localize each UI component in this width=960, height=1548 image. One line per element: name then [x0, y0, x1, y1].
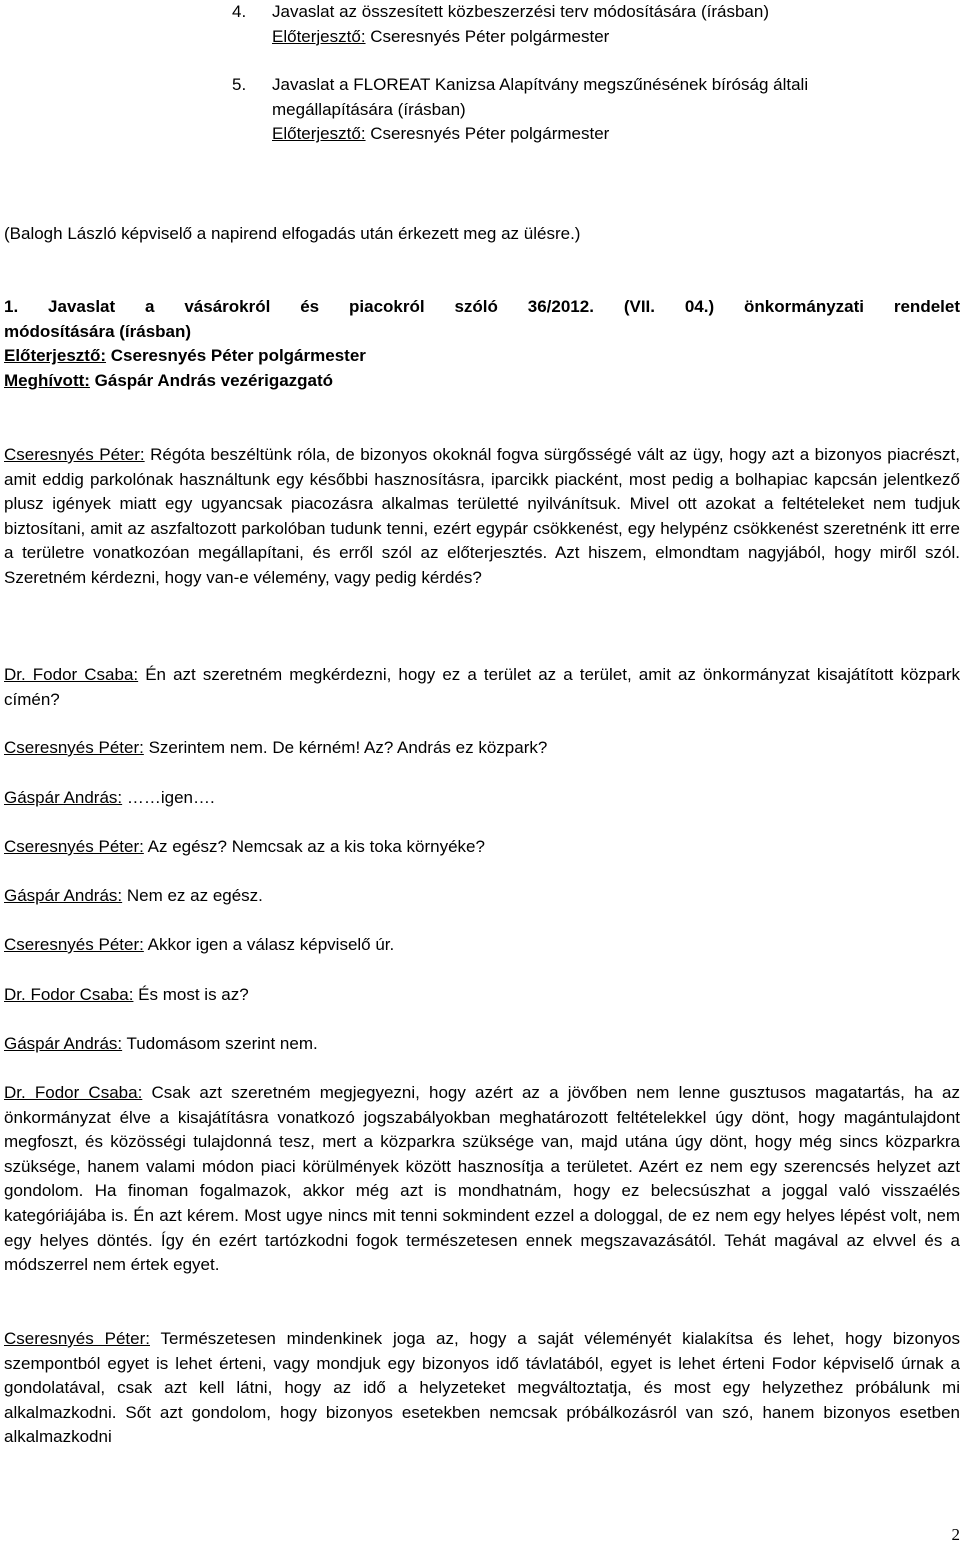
- item-title-line2: megállapítására (írásban): [272, 98, 960, 123]
- presenter-name: Cseresnyés Péter polgármester: [366, 124, 610, 143]
- speech-text: Én azt szeretném megkérdezni, hogy ez a terület az a terület, amit az önkormányzat kisajátított közpark címén?: [4, 665, 960, 709]
- agenda-title-line1: 1. Javaslat a vásárokról és piacokról szóló 36/2012. (VII. 04.) önkormányzati rendelet: [4, 295, 960, 320]
- speaker-name: Cseresnyés Péter:: [4, 837, 144, 856]
- speaker-name: Gáspár András:: [4, 788, 122, 807]
- speech-text: Az egész? Nemcsak az a kis toka környéke?: [144, 837, 485, 856]
- speech-text: Régóta beszéltünk róla, de bizonyos okoknál fogva sürgősségé vált az ügy, hogy azt a bizonyos piacrészt, amit eddig parkolónak használtunk egy későbbi hasznosításra, iparcikk piacként, most pedig a bolhapiac kapcsán jelentkező plusz igények miatt egy ugyancsak piacozásra alkalmas területté nyilvánítsuk. Mivel ott azokat a feltételeket nem tudjuk biztosítani, amit az aszfaltozott parkolóban tudunk tenni, ezért egypár csökkenést, egy helypénz csökkenést szeretnénk itt erre a területre vonatkozóan megállapítani, és erről szól az előterjesztés. Azt hiszem, elmondtam nagyjából, hogy miről szól. Szeretném kérdezni, hogy van-e vélemény, vagy pedig kérdés?: [4, 445, 960, 587]
- speaker-name: Gáspár András:: [4, 1034, 122, 1053]
- speech-text: És most is az?: [133, 985, 248, 1004]
- speaker-name: Cseresnyés Péter:: [4, 935, 144, 954]
- speaker-name: Dr. Fodor Csaba:: [4, 665, 138, 684]
- speaker-name: Dr. Fodor Csaba:: [4, 1083, 142, 1102]
- item-title: Javaslat az összesített közbeszerzési terv módosítására (írásban): [272, 0, 960, 25]
- dialogue-paragraph: [4, 663, 960, 712]
- speaker-name: Cseresnyés Péter:: [4, 445, 145, 464]
- agenda-point-1: [4, 295, 960, 393]
- list-body: [272, 0, 960, 49]
- speech-text: Tudomásom szerint nem.: [122, 1034, 318, 1053]
- speaker-name: Cseresnyés Péter:: [4, 1329, 150, 1348]
- speaker-name: Gáspár András:: [4, 886, 122, 905]
- dialogue-paragraph: [4, 736, 960, 761]
- dialogue-paragraph: [4, 1032, 960, 1057]
- dialogue-paragraph: [4, 933, 960, 958]
- presenter-label: Előterjesztő:: [272, 124, 366, 143]
- arrival-note: (Balogh László képviselő a napirend elfogadás után érkezett meg az ülésre.): [4, 222, 960, 247]
- presenter-label: Előterjesztő:: [272, 27, 366, 46]
- item-title-line1: Javaslat a FLOREAT Kanizsa Alapítvány megszűnésének bíróság általi: [272, 73, 960, 98]
- invited-label: Meghívott:: [4, 371, 90, 390]
- speech-text: Szerintem nem. De kérném! Az? András ez közpark?: [144, 738, 547, 757]
- presenter-name: Cseresnyés Péter polgármester: [366, 27, 610, 46]
- page-number: 2: [952, 1523, 960, 1548]
- speaker-name: Dr. Fodor Csaba:: [4, 985, 133, 1004]
- speaker-name: Cseresnyés Péter:: [4, 738, 144, 757]
- dialogue-paragraph: [4, 983, 960, 1008]
- dialogue-paragraph: [4, 1327, 960, 1450]
- speech-text: Nem ez az egész.: [122, 886, 263, 905]
- speech-text: Természetesen mindenkinek joga az, hogy a saját véleményét kialakítsa és lehet, hogy bizonyos szempontból egyet is lehet érteni, vagy mondjuk egy bizonyos idő távlatából, egyet is lehet érteni Fodor képviselő úrnak a gondolatával, csak azt kell látni, hogy az idő a helyzeteket megváltoztatja, és most egy helyzethez próbálunk mi alkalmazkodni. Sőt azt gondolom, hogy bizonyos esetekben nemcsak próbálkozásról van szó, hanem bizonyos esetben alkalmazkodni: [4, 1329, 960, 1446]
- invited-name: Gáspár András vezérigazgató: [90, 371, 333, 390]
- item-presenter: [272, 122, 960, 147]
- agenda-presenter: [4, 344, 960, 369]
- list-body: [272, 73, 960, 147]
- dialogue-paragraph: [4, 1081, 960, 1278]
- presenter-label: Előterjesztő:: [4, 346, 106, 365]
- dialogue-paragraph: [4, 835, 960, 860]
- speech-text: ……igen….: [122, 788, 215, 807]
- dialogue-paragraph: [4, 884, 960, 909]
- dialogue-paragraph: [4, 786, 960, 811]
- presenter-name: Cseresnyés Péter polgármester: [106, 346, 366, 365]
- dialogue-paragraph: [4, 443, 960, 591]
- speech-text: Akkor igen a válasz képviselő úr.: [144, 935, 394, 954]
- agenda-invited: [4, 369, 960, 394]
- speech-text: Csak azt szeretném megjegyezni, hogy azért az a jövőben nem lenne gusztusos magatartás, ha az önkormányzat élve a kisajátításra vonatkozó jogszabályokban meghatározott feltételekkel úgy dönt, hogy magántulajdont megfoszt, és közösségi tulajdonná tesz, mert a közparkra szüksége van, majd utána úgy dönt, hogy még sincs közparkra szüksége, hanem valami módon piaci körülmények között hasznosítja a területet. Azért ez nem egy szerencsés helyzet azt gondolom. Ha finoman fogalmazok, akkor még azt is mondhatnám, hogy ez belecsúszhat a joggal való visszaélés kategóriájába is. Én azt kérem. Most ugye nincs mit tenni sokmindent ezzel a dologgal, de ez nem egy helyes lépést volt, nem egy helyes döntés. Így én ezért tartózkodni fogok természetesen ennek megszavazásától. Tehát magával az elvvel és a módszerrel nem értek egyet.: [4, 1083, 960, 1274]
- agenda-title-line2: módosítására (írásban): [4, 320, 960, 345]
- list-number: 5.: [232, 73, 246, 98]
- item-presenter: [272, 25, 960, 50]
- list-number: 4.: [232, 0, 246, 25]
